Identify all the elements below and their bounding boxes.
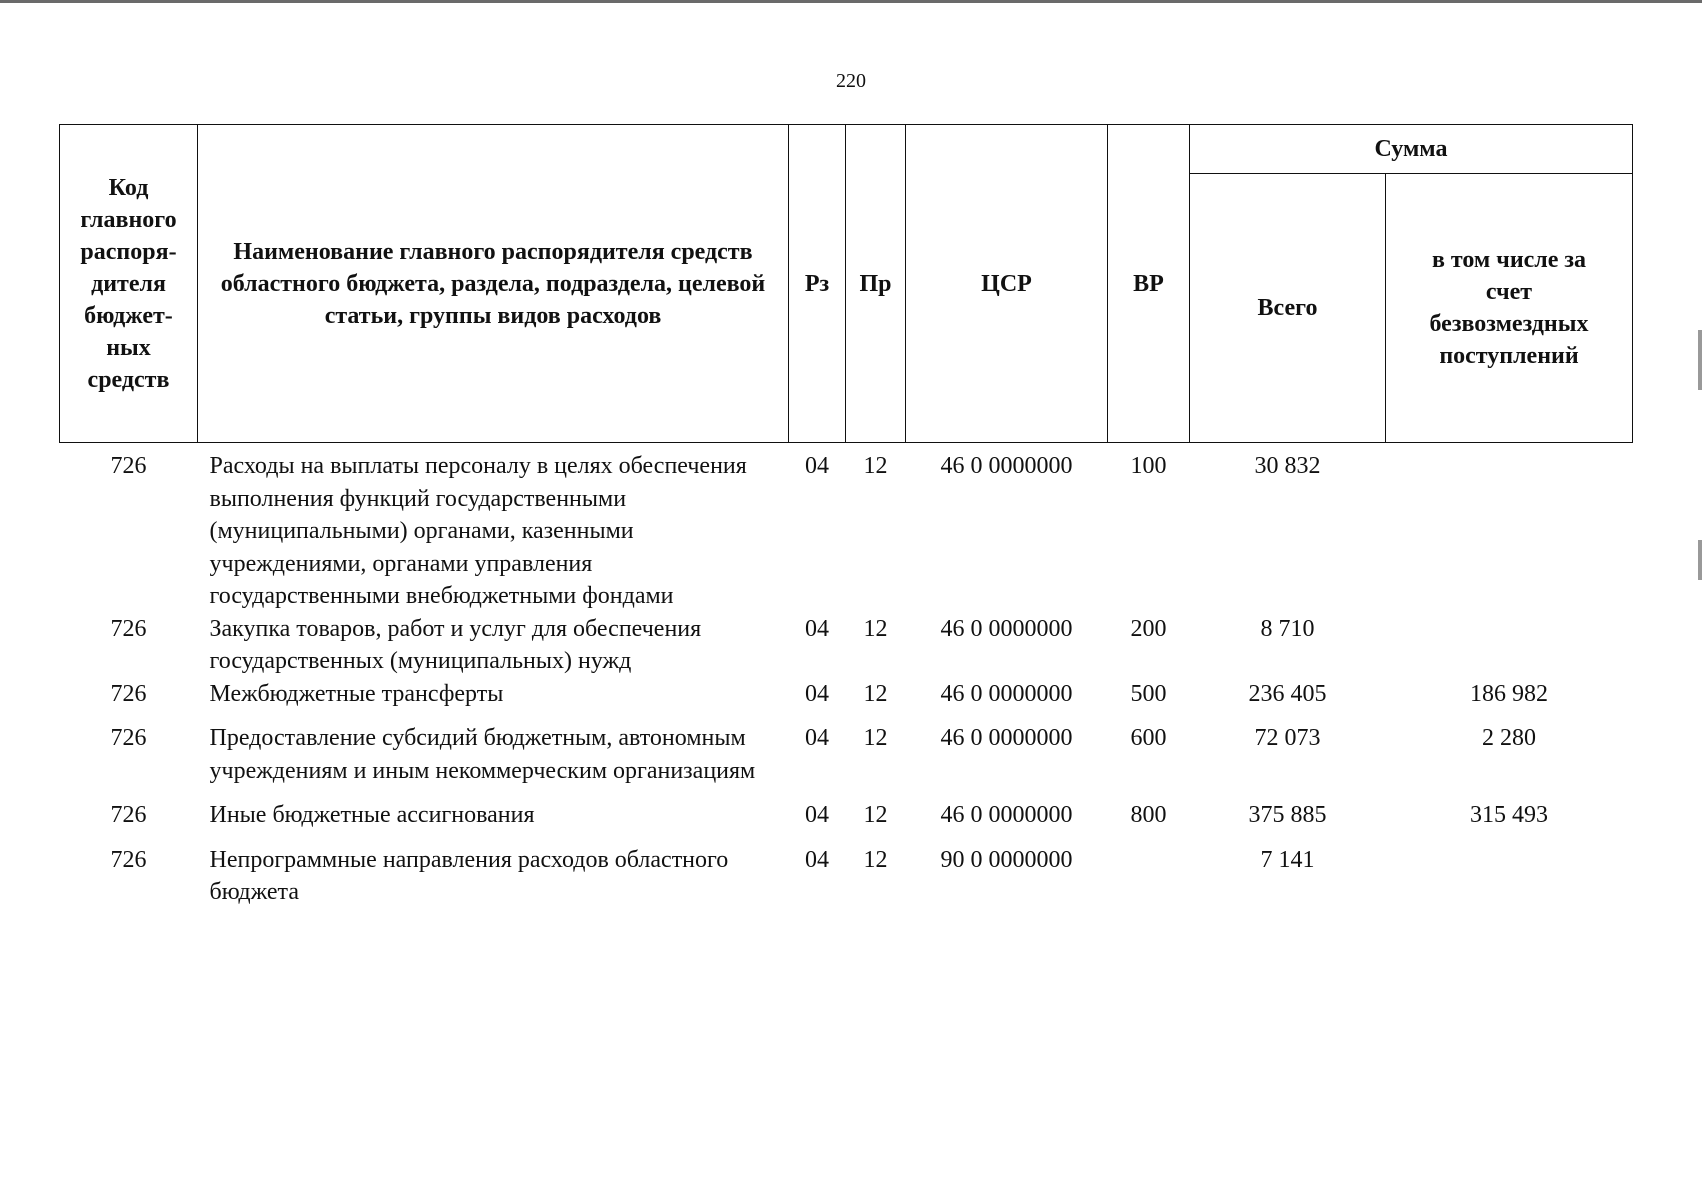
cell-rz: 04: [805, 680, 829, 707]
table-row: [60, 832, 1633, 909]
cell-code: 726: [110, 453, 147, 479]
header-total: Всего: [1190, 174, 1386, 443]
header-code: Код главного распоря-дителя бюджет-ных средств: [60, 125, 198, 443]
cell-total: 375 885: [1248, 802, 1327, 828]
header-rz: Рз: [789, 125, 846, 443]
cell-rz: 04: [805, 802, 829, 828]
cell-csr: 46 0 0000000: [940, 725, 1073, 751]
table-row: [60, 613, 1633, 678]
cell-pr: 12: [863, 802, 888, 828]
cell-vr: 600: [1130, 725, 1167, 751]
cell-code: 726: [110, 802, 147, 828]
cell-name: Межбюджетные трансферты: [209, 680, 504, 707]
cell-name: Иные бюджетные ассигнования: [209, 802, 535, 828]
budget-table: [59, 124, 1633, 909]
scan-edge-mark: [1698, 540, 1702, 580]
cell-rz: 04: [805, 615, 829, 642]
cell-name: Расходы на выплаты персоналу в целях обеспечения выполнения функций государственными (муниципальными) органами, казенными учреждениями, органами управления государственными внебюджетными фондами: [209, 453, 747, 609]
cell-csr: 46 0 0000000: [940, 453, 1073, 479]
cell-gratuitous: 315 493: [1470, 802, 1548, 828]
cell-total: 7 141: [1260, 846, 1315, 873]
cell-name: Непрограммные направления расходов областного бюджета: [209, 846, 729, 905]
cell-name: Предоставление субсидий бюджетным, автономным учреждениям и иным некоммерческим организациям: [209, 725, 756, 784]
cell-gratuitous: 186 982: [1470, 680, 1548, 707]
cell-total: 8 710: [1260, 615, 1315, 642]
cell-gratuitous: [1386, 613, 1633, 678]
cell-csr: 90 0 0000000: [940, 846, 1073, 873]
cell-code: 726: [110, 680, 147, 707]
cell-name: Закупка товаров, работ и услуг для обеспечения государственных (муниципальных) нужд: [209, 615, 702, 674]
cell-csr: 46 0 0000000: [940, 680, 1073, 707]
cell-pr: 12: [863, 846, 888, 873]
cell-code: 726: [110, 615, 147, 642]
table-row: [60, 710, 1633, 787]
cell-total: 72 073: [1254, 725, 1321, 751]
cell-rz: 04: [805, 725, 829, 751]
cell-gratuitous: 2 280: [1482, 725, 1536, 751]
header-name: Наименование главного распорядителя средств областного бюджета, раздела, подраздела, целевой статьи, группы видов расходов: [198, 125, 789, 443]
cell-vr: 800: [1130, 802, 1167, 828]
page-number: 220: [836, 70, 866, 92]
header-sum: Сумма: [1190, 125, 1633, 174]
cell-rz: 04: [805, 453, 829, 479]
header-gratuitous: в том числе за счет безвозмездных поступлений: [1386, 174, 1633, 443]
cell-gratuitous: [1386, 443, 1633, 613]
header-pr: Пр: [846, 125, 906, 443]
header-csr: ЦСР: [906, 125, 1108, 443]
cell-gratuitous: [1386, 832, 1633, 909]
cell-pr: 12: [863, 453, 888, 479]
cell-csr: 46 0 0000000: [940, 615, 1073, 642]
cell-pr: 12: [863, 680, 888, 707]
table-row: [60, 678, 1633, 711]
table-row: [60, 787, 1633, 832]
cell-total: 236 405: [1248, 680, 1327, 707]
header-vr: ВР: [1108, 125, 1190, 443]
cell-vr: 100: [1130, 453, 1167, 479]
cell-code: 726: [110, 846, 147, 873]
scan-top-rule: [0, 0, 1702, 3]
cell-total: 30 832: [1254, 453, 1321, 479]
cell-vr: 500: [1130, 680, 1167, 707]
scan-edge-mark: [1698, 330, 1702, 390]
cell-code: 726: [110, 725, 147, 751]
cell-vr: [1108, 832, 1190, 909]
cell-rz: 04: [805, 846, 829, 873]
cell-pr: 12: [863, 615, 888, 642]
cell-pr: 12: [863, 725, 888, 751]
cell-vr: 200: [1130, 615, 1167, 642]
cell-csr: 46 0 0000000: [940, 802, 1073, 828]
table-row: [60, 443, 1633, 613]
